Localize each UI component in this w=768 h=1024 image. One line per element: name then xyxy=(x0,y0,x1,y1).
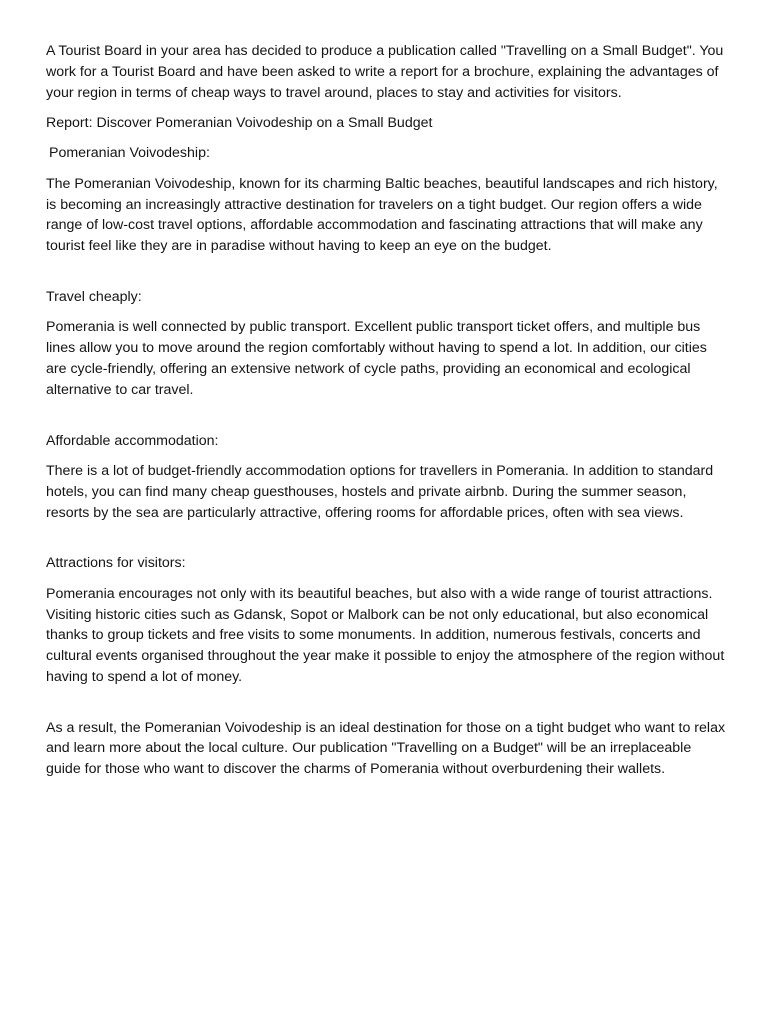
section-body-travel: Pomerania is well connected by public transport. Excellent public transport ticket offers, and multiple bus lines allow you to move around the region comfortably without having to spend a lot. In addition, our cities are cycle-friendly, offering an extensive network of cycle paths, providing an economical and ecological alternative to car travel. xyxy=(46,319,707,398)
region-heading: Pomeranian Voivodeship: xyxy=(49,145,210,162)
intro-paragraph: The Pomeranian Voivodeship, known for its charming Baltic beaches, beautiful landscapes and rich history, is becoming an increasingly attractive destination for travelers on a tight budget. Our region offers a wide range of low-cost travel options, affordable accommodation and fascinating attractions that will make any tourist feel like they are in paradise without having to keep an eye on the budget. xyxy=(46,175,718,255)
section-heading-travel: Travel cheaply: xyxy=(46,288,142,305)
section-heading-accommodation: Affordable accommodation: xyxy=(46,432,219,449)
conclusion-paragraph: As a result, the Pomeranian Voivodeship is an ideal destination for those on a tight budget who want to relax and learn more about the local culture. Our publication "Travelling on a Budget" will be an irreplaceable guide for those who want to discover the charms of Pomerania without overburdening their wallets. xyxy=(46,719,726,778)
task-prompt: A Tourist Board in your area has decided to produce a publication called "Travelling on a Small Budget". You work for a Tourist Board and have been asked to write a report for a brochure, explaining the advantages of your region in terms of cheap ways to travel around, places to stay and activities for visitors. xyxy=(46,43,724,101)
report-title: Report: Discover Pomeranian Voivodeship on a Small Budget xyxy=(46,114,433,131)
document-page xyxy=(46,41,726,790)
section-body-attractions: Pomerania encourages not only with its beautiful beaches, but also with a wide range of tourist attractions. Visiting historic cities such as Gdansk, Sopot or Malbork can be not only educational, but also economical thanks to group tickets and free visits to some monuments. In addition, numerous festivals, concerts and cultural events organised throughout the year make it possible to enjoy the atmosphere of the region without having to spend a lot of money. xyxy=(46,585,725,685)
section-heading-attractions: Attractions for visitors: xyxy=(46,555,186,572)
section-body-accommodation: There is a lot of budget-friendly accommodation options for travellers in Pomerania. In addition to standard hotels, you can find many cheap guesthouses, hostels and private airbnb. During the summer season, resorts by the sea are particularly attractive, offering rooms for affordable prices, often with sea views. xyxy=(46,462,714,521)
